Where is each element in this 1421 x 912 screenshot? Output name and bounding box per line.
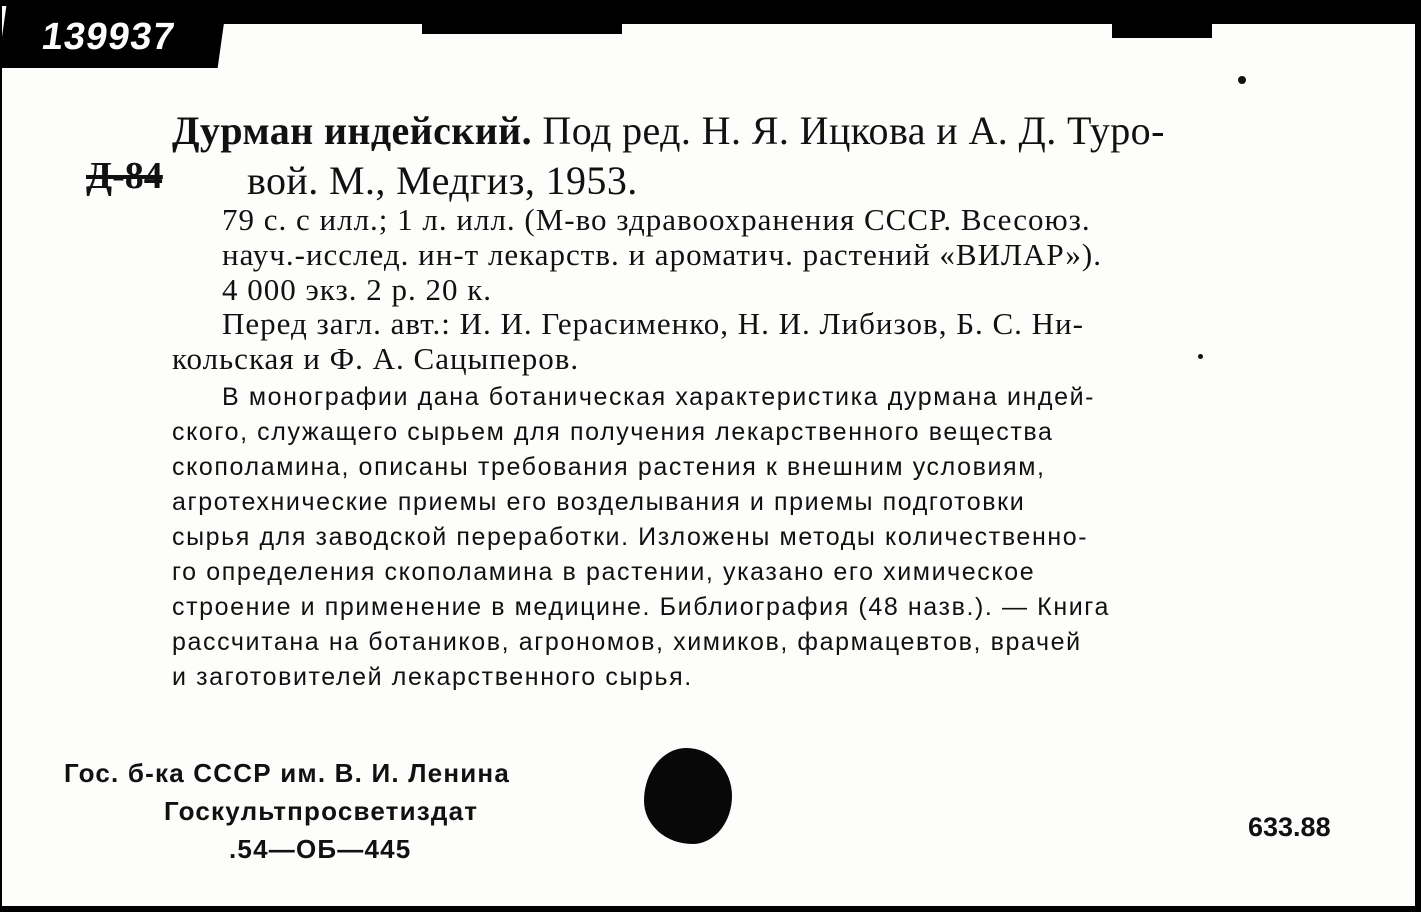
publisher: Госкультпросветиздат bbox=[164, 796, 479, 826]
ink-speck bbox=[1198, 354, 1203, 359]
ink-speck bbox=[1238, 76, 1246, 84]
title-block bbox=[172, 106, 1352, 206]
annotation-line: В монографии дана ботаническая характеристика дурмана индей- bbox=[222, 383, 1096, 411]
annotation-line: строение и применение в медицине. Библиография (48 назв.). — Книга bbox=[172, 593, 1110, 621]
authors-note bbox=[172, 306, 1342, 376]
description-line: 4 000 экз. 2 р. 20 к. bbox=[222, 272, 493, 307]
annotation-line: рассчитана на ботаников, агрономов, химиков, фармацевтов, врачей bbox=[172, 628, 1082, 656]
annotation-line: го определения скополамина в растении, указано его химическое bbox=[172, 558, 1036, 586]
annotation-line: ского, служащего сырьем для получения лекарственного вещества bbox=[172, 418, 1054, 446]
annotation-line: сырья для заводской переработки. Изложены методы количественно- bbox=[172, 523, 1089, 551]
scan-border-top bbox=[202, 6, 1415, 24]
description-line: 79 с. с илл.; 1 л. илл. (М-во здравоохранения СССР. Всесоюз. bbox=[222, 202, 1091, 237]
shelf-mark: Д-84 bbox=[86, 155, 163, 197]
authors-note-line: кольская и Ф. А. Сацыперов. bbox=[172, 341, 580, 376]
inventory-stamp-number: 139937 bbox=[0, 6, 226, 68]
annotation bbox=[172, 380, 1342, 695]
library-name: Гос. б-ка СССР им. В. И. Ленина bbox=[64, 758, 510, 788]
description-line: науч.-исслед. ин-т лекарств. и ароматич. растений «ВИЛАР»). bbox=[222, 237, 1102, 272]
scan-artifact bbox=[422, 24, 622, 34]
annotation-line: скополамина, описаны требования растения к внешним условиям, bbox=[172, 453, 1046, 481]
classification-number: 633.88 bbox=[1248, 812, 1331, 842]
annotation-line: и заготовителей лекарственного сырья. bbox=[172, 663, 693, 691]
authors-note-line: Перед загл. авт.: И. И. Герасименко, Н. И. Либизов, Б. С. Ни- bbox=[222, 306, 1084, 341]
title-main: Дурман индейский. bbox=[172, 108, 533, 153]
ink-blot bbox=[644, 748, 732, 844]
order-number: .54—ОБ—445 bbox=[229, 834, 412, 864]
library-imprint bbox=[64, 754, 510, 868]
title-editors: Под ред. Н. Я. Ицкова и А. Д. Туро- bbox=[542, 108, 1165, 153]
catalog-card bbox=[2, 6, 1415, 906]
scan-artifact bbox=[1112, 24, 1212, 38]
title-imprint: вой. М., Медгиз, 1953. bbox=[247, 158, 638, 203]
physical-description bbox=[172, 202, 1342, 307]
annotation-line: агротехнические приемы его возделывания и приемы подготовки bbox=[172, 488, 1026, 516]
